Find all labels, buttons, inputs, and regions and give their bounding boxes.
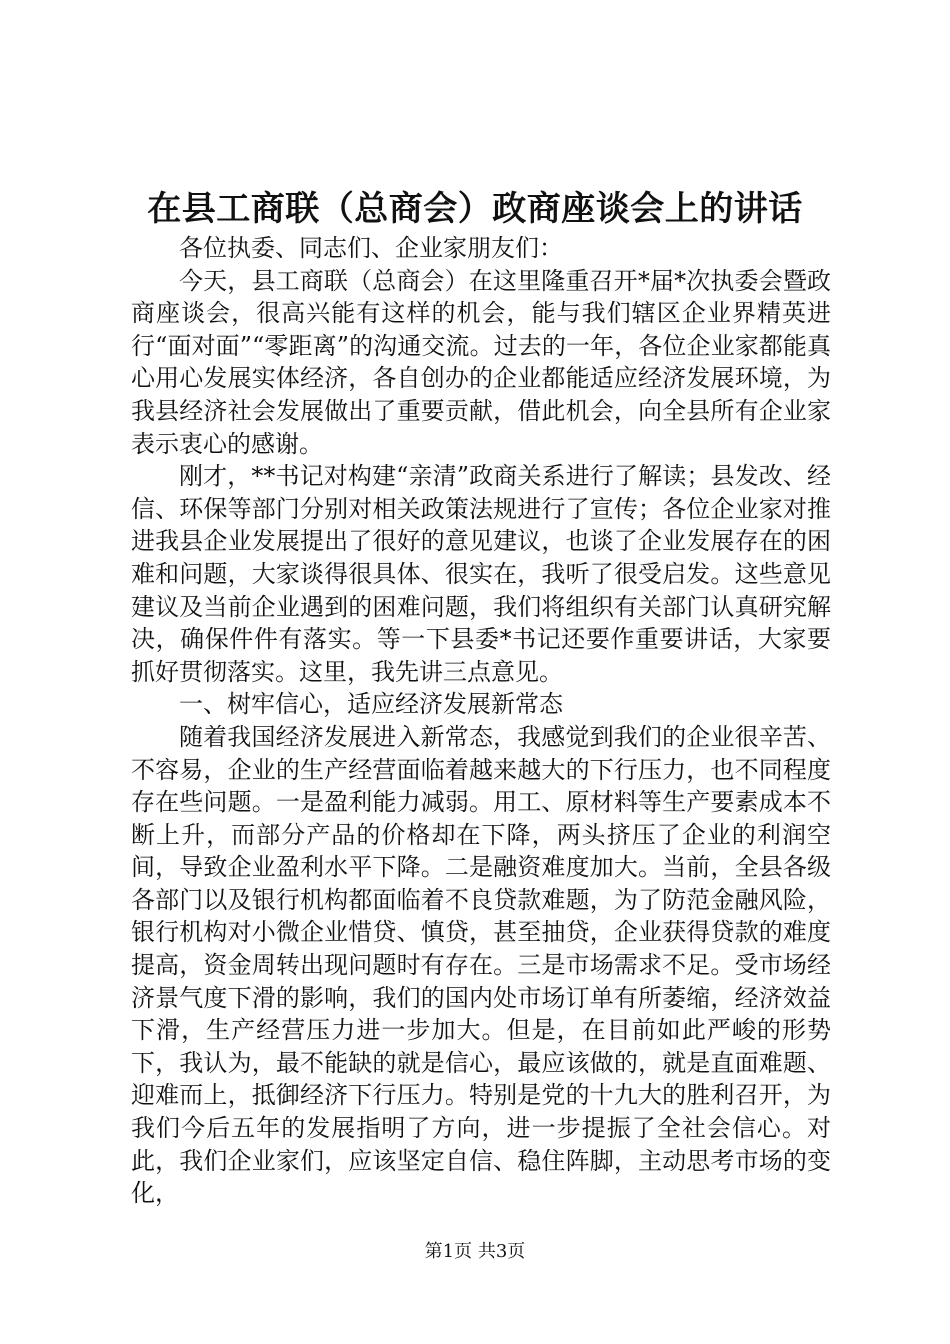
body-paragraph: 随着我国经济发展进入新常态，我感觉到我们的企业很辛苦、不容易，企业的生产经营面临着越来越大的下行压力，也不同程度存在些问题。一是盈利能力减弱。用工、原材料等生产要素成本不断上升，而部分产品的价格却在下降，两头挤压了企业的利润空间，导致企业盈利水平下降。二是融资难度加大。当前，全县各级各部门以及银行机构都面临着不良贷款难题，为了防范金融风险，银行机构对小微企业惜贷、慎贷，甚至抽贷，企业获得贷款的难度提高，资金周转出现问题时有存在。三是市场需求不足。受市场经济景气度下滑的影响，我们的国内处市场订单有所萎缩，经济效益下滑，生产经营压力进一步加大。但是，在目前如此严峻的形势下，我认为，最不能缺的就是信心，最应该做的，就是直面难题、迎难而上，抵御经济下行压力。特别是党的十九大的胜利召开，为我们今后五年的发展指明了方向，进一步提振了全社会信心。对此，我们企业家们，应该坚定自信、稳住阵脚，主动思考市场的变化，	[131, 722, 831, 1208]
page-title: 在县工商联（总商会）政商座谈会上的讲话	[147, 189, 803, 229]
page-footer: 第1页 共3页	[424, 1241, 526, 1262]
body-paragraph: 刚才，**书记对构建“亲清”政商关系进行了解读；县发改、经信、环保等部门分别对相关政策法规进行了宣传；各位企业家对推进我县企业发展提出了很好的意见建议，也谈了企业发展存在的困难和问题，大家谈得很具体、很实在，我听了很受启发。这些意见建议及当前企业遇到的困难问题，我们将组织有关部门认真研究解决，确保件件有落实。等一下县委*书记还要作重要讲话，大家要抓好贯彻落实。这里，我先讲三点意见。	[131, 462, 831, 686]
section-heading: 一、树牢信心，适应经济发展新常态	[179, 690, 563, 719]
salutation-paragraph: 各位执委、同志们、企业家朋友们：	[179, 234, 563, 262]
document-body	[131, 232, 831, 1210]
body-paragraph: 今天，县工商联（总商会）在这里隆重召开*届*次执委会暨政商座谈会，很高兴能有这样的机会，能与我们辖区企业界精英进行“面对面”“零距离”的沟通交流。过去的一年，各位企业家都能真心用心发展实体经济，各自创办的企业都能适应经济发展环境，为我县经济社会发展做出了重要贡献，借此机会，向全县所有企业家表示衷心的感谢。	[131, 266, 831, 458]
